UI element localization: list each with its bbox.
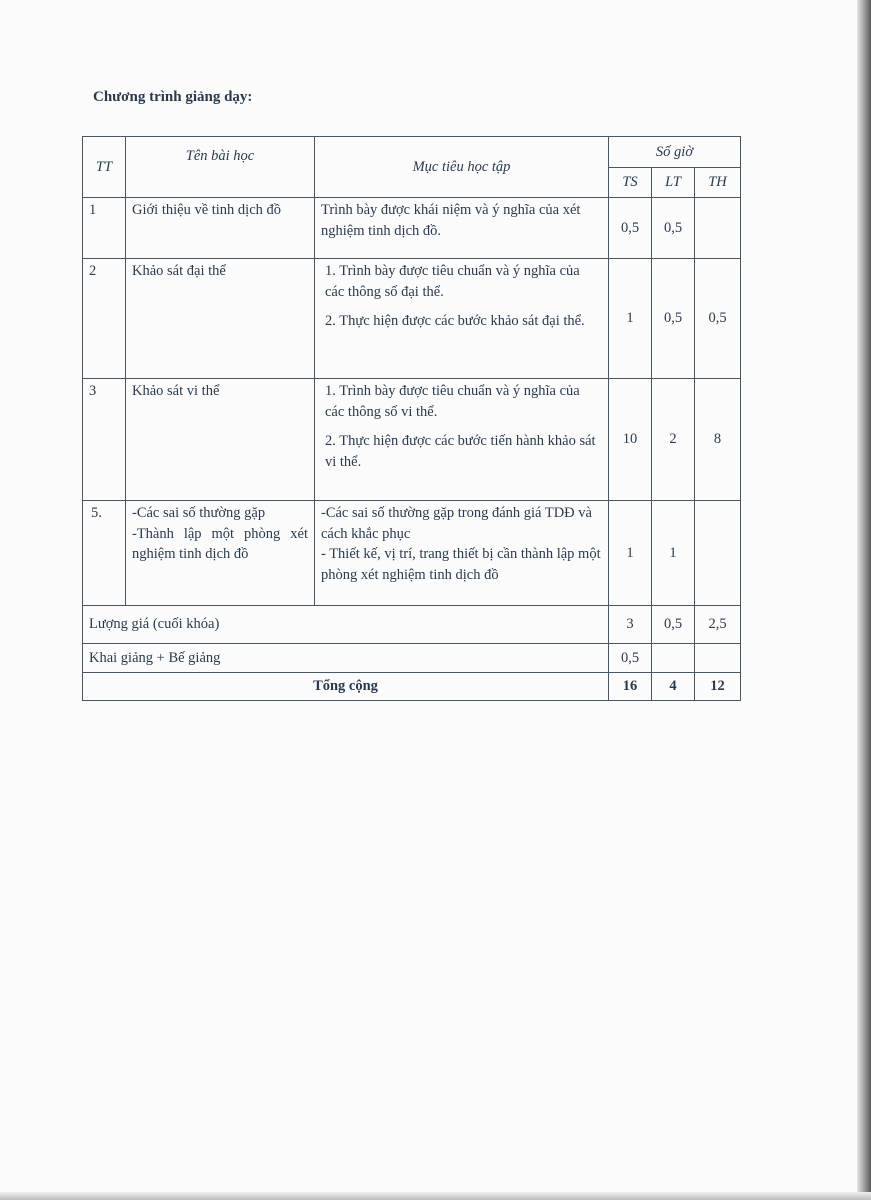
row-ts: 0,5 xyxy=(609,198,652,259)
lesson-line: -Thành lập một phòng xét nghiệm tinh dịch đồ xyxy=(132,525,308,563)
objective-text: -Các sai số thường gặp trong đánh giá TDĐ và cách khắc phục xyxy=(321,505,592,542)
row-ts: 1 xyxy=(609,501,652,606)
lesson-line: -Các sai số thường gặp xyxy=(132,505,266,521)
total-label: Tổng cộng xyxy=(83,673,609,701)
objective-text: 1. Trình bày được tiêu chuẩn và ý nghĩa của các thông số vi thể. xyxy=(325,383,580,420)
header-tt: TT xyxy=(83,137,126,198)
table-row xyxy=(83,501,741,606)
header-th: TH xyxy=(695,168,741,198)
row-lt: 0,5 xyxy=(652,259,695,379)
total-th: 12 xyxy=(695,673,741,701)
objective-text: Trình bày được khái niệm và ý nghĩa của xét nghiệm tinh dịch đồ. xyxy=(321,202,581,239)
row-th xyxy=(695,501,741,606)
header-lesson: Tên bài học xyxy=(126,137,315,198)
row-tt: 3 xyxy=(83,379,126,501)
opening-closing-th xyxy=(695,644,741,673)
row-ts: 1 xyxy=(609,259,652,379)
row-lesson xyxy=(126,501,315,606)
assessment-th: 2,5 xyxy=(695,606,741,644)
row-th: 0,5 xyxy=(695,259,741,379)
total-lt: 4 xyxy=(652,673,695,701)
objective-text: 2. Thực hiện được các bước tiến hành khảo sát vi thể. xyxy=(325,433,596,470)
opening-closing-ts: 0,5 xyxy=(609,644,652,673)
header-lt: LT xyxy=(652,168,695,198)
assessment-lt: 0,5 xyxy=(652,606,695,644)
assessment-ts: 3 xyxy=(609,606,652,644)
header-ts: TS xyxy=(609,168,652,198)
row-objectives xyxy=(315,259,609,379)
row-objectives xyxy=(315,198,609,259)
row-tt: 5. xyxy=(83,501,126,606)
row-objectives xyxy=(315,379,609,501)
objective-text: 1. Trình bày được tiêu chuẩn và ý nghĩa của các thông số đại thể. xyxy=(325,263,580,300)
table-header-row xyxy=(83,137,741,168)
opening-closing-row xyxy=(83,644,741,673)
row-lesson: Khảo sát vi thể xyxy=(126,379,315,501)
header-hours: Số giờ xyxy=(609,137,741,168)
row-lesson: Giới thiệu về tinh dịch đồ xyxy=(126,198,315,259)
row-lt: 1 xyxy=(652,501,695,606)
row-lesson: Khảo sát đại thể xyxy=(126,259,315,379)
row-lt: 0,5 xyxy=(652,198,695,259)
assessment-label: Lượng giá (cuối khóa) xyxy=(83,606,609,644)
row-objectives xyxy=(315,501,609,606)
row-th: 8 xyxy=(695,379,741,501)
table-row xyxy=(83,198,741,259)
opening-closing-label: Khai giảng + Bế giảng xyxy=(83,644,609,673)
opening-closing-lt xyxy=(652,644,695,673)
curriculum-table xyxy=(82,136,741,701)
row-ts: 10 xyxy=(609,379,652,501)
page-edge-bottom xyxy=(0,1192,871,1200)
row-tt: 1 xyxy=(83,198,126,259)
page-heading: Chương trình giảng dạy: xyxy=(93,89,253,105)
total-ts: 16 xyxy=(609,673,652,701)
table-row xyxy=(83,259,741,379)
page-edge-right xyxy=(857,0,871,1200)
objective-text: 2. Thực hiện được các bước khảo sát đại thể. xyxy=(325,313,585,330)
row-lt: 2 xyxy=(652,379,695,501)
total-row xyxy=(83,673,741,701)
row-tt: 2 xyxy=(83,259,126,379)
assessment-row xyxy=(83,606,741,644)
table-row xyxy=(83,379,741,501)
row-th xyxy=(695,198,741,259)
objective-text: - Thiết kế, vị trí, trang thiết bị cần thành lập một phòng xét nghiệm tinh dịch đồ xyxy=(321,546,601,583)
header-objectives: Mục tiêu học tập xyxy=(315,137,609,198)
